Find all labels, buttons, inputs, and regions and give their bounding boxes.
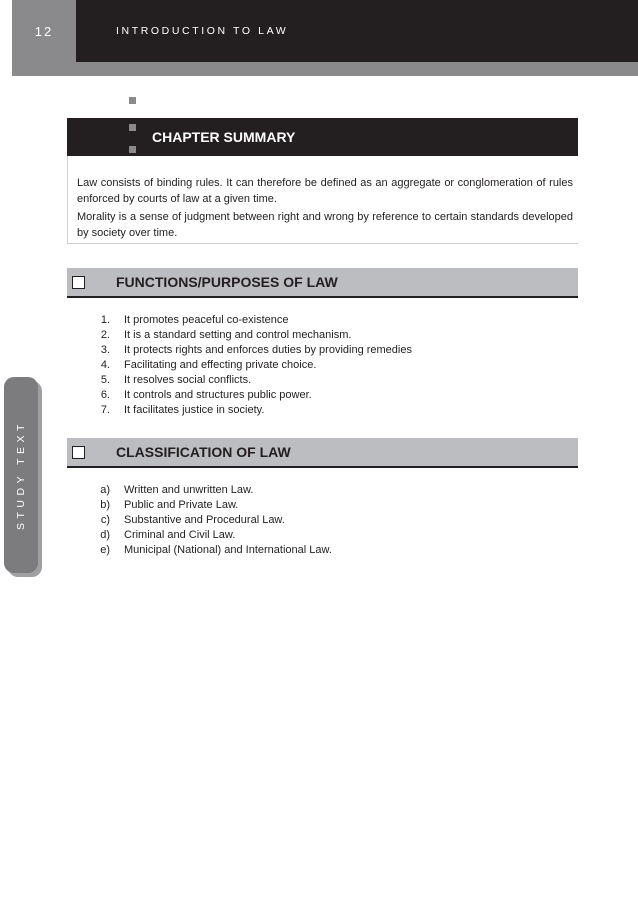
header-margin (0, 0, 12, 76)
chapter-summary-title: CHAPTER SUMMARY (152, 129, 296, 145)
running-title: INTRODUCTION TO LAW (116, 25, 289, 37)
checkbox-square-icon (72, 276, 85, 289)
bullet-square-icon (129, 146, 136, 153)
checkbox-square-icon (72, 446, 85, 459)
side-tab-label-wrap (4, 377, 38, 573)
summary-paragraph: Morality is a sense of judgment between right and wrong by reference to certain standards developed by society over time. (77, 211, 573, 239)
page-number: 12 (34, 23, 54, 39)
summary-paragraph: Law consists of binding rules. It can therefore be defined as an aggregate or conglomeration of rules enforced by courts of law at a given time. (77, 177, 573, 205)
functions-section-title: FUNCTIONS/PURPOSES OF LAW (116, 274, 338, 290)
classification-section-title: CLASSIFICATION OF LAW (116, 444, 291, 460)
side-tab-label: STUDY TEXT (15, 420, 27, 530)
bullet-square-icon (129, 124, 136, 131)
bullet-square-icon (129, 97, 136, 104)
chapter-summary-bar (67, 118, 578, 156)
